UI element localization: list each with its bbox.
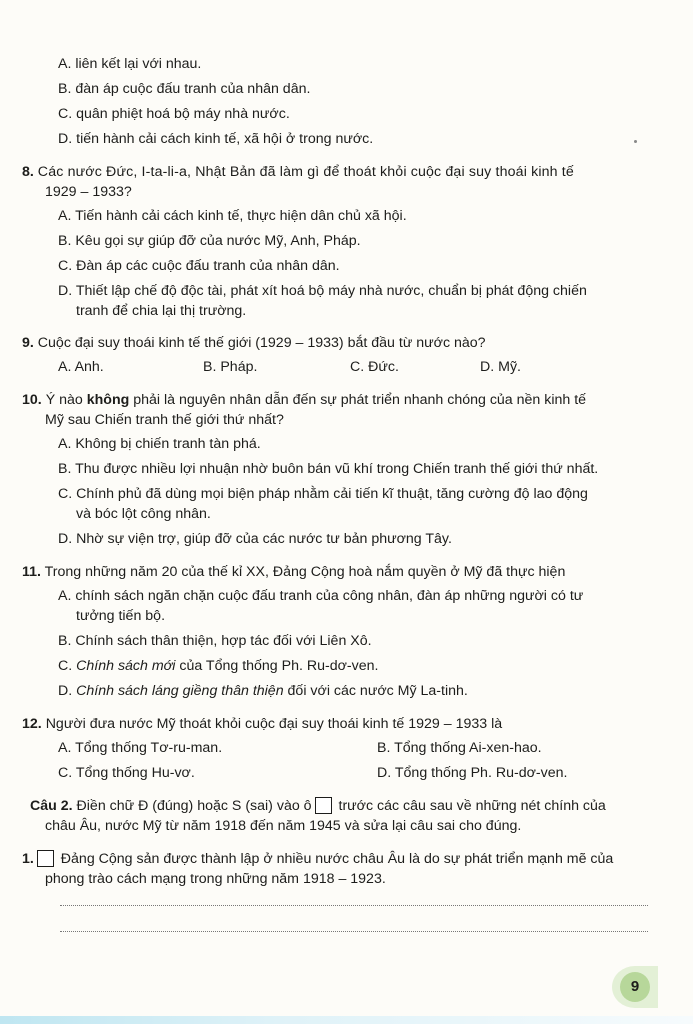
q7-option-c: C. quân phiệt hoá bộ máy nhà nước. bbox=[58, 106, 290, 122]
q9-option-c: C. Đức. bbox=[350, 359, 399, 375]
q12-text: Người đưa nước Mỹ thoát khỏi cuộc đại suy thoái kinh tế 1929 – 1933 là bbox=[45, 716, 503, 732]
q11-option-c-italic: Chính sách mới bbox=[76, 658, 176, 674]
q11-number: 11. bbox=[22, 564, 41, 580]
q10-text-post: phải là nguyên nhân dẫn đến sự phát triển nhanh chóng của nền kinh tế bbox=[133, 392, 587, 408]
q9-text: Cuộc đại suy thoái kinh tế thế giới (1929 – 1933) bắt đầu từ nước nào? bbox=[37, 335, 486, 351]
q9-option-d: D. Mỹ. bbox=[480, 359, 521, 375]
q11-option-c-rest: của Tổng thống Ph. Ru-dơ-ven. bbox=[179, 658, 379, 674]
item1-answer-box[interactable] bbox=[37, 850, 54, 867]
q12-option-b: B. Tổng thống Ai-xen-hao. bbox=[377, 740, 542, 756]
q10-number: 10. bbox=[22, 392, 42, 408]
q8-text-line1: Các nước Đức, I-ta-li-a, Nhật Bản đã làm gì để thoát khỏi cuộc đại suy thoái kinh tế bbox=[37, 164, 574, 180]
cau2-text-line2: châu Âu, nước Mỹ từ năm 1918 đến năm 1945 và sửa lại câu sai cho đúng. bbox=[45, 818, 522, 834]
q8-option-d-cont: tranh để chia lại thị trường. bbox=[76, 303, 247, 319]
q10-option-a: A. Không bị chiến tranh tàn phá. bbox=[58, 436, 261, 452]
q8-question bbox=[22, 163, 574, 181]
answer-line-1[interactable] bbox=[60, 905, 648, 906]
q8-option-c: C. Đàn áp các cuộc đấu tranh của nhân dân. bbox=[58, 258, 340, 274]
q11-text: Trong những năm 20 của thế kỉ XX, Đảng Cộng hoà nắm quyền ở Mỹ đã thực hiện bbox=[44, 564, 566, 580]
q11-option-a: A. chính sách ngăn chặn cuộc đấu tranh của công nhân, đàn áp những người có tư bbox=[58, 588, 584, 604]
q10-option-b: B. Thu được nhiều lợi nhuận nhờ buôn bán vũ khí trong Chiến tranh thế giới thứ nhất. bbox=[58, 461, 599, 477]
q11-option-d-italic: Chính sách láng giềng thân thiện bbox=[76, 683, 284, 699]
q12-number: 12. bbox=[22, 716, 42, 732]
item1-number: 1. bbox=[22, 851, 34, 867]
q11-option-d bbox=[58, 682, 468, 700]
answer-box-example bbox=[315, 797, 332, 814]
q9-question bbox=[22, 334, 486, 352]
q9-option-a: A. Anh. bbox=[58, 359, 104, 375]
q9-option-b: B. Pháp. bbox=[203, 359, 258, 375]
q9-number: 9. bbox=[22, 335, 34, 351]
q10-option-c: C. Chính phủ đã dùng mọi biện pháp nhằm cải tiến kĩ thuật, tăng cường độ lao động bbox=[58, 486, 588, 502]
q11-question bbox=[22, 563, 565, 581]
q7-option-a: A. liên kết lại với nhau. bbox=[58, 56, 202, 72]
q11-option-c bbox=[58, 657, 378, 675]
q7-option-b: B. đàn áp cuộc đấu tranh của nhân dân. bbox=[58, 81, 311, 97]
q8-number: 8. bbox=[22, 164, 34, 180]
q7-option-d: D. tiến hành cải cách kinh tế, xã hội ở trong nước. bbox=[58, 131, 374, 147]
page-number: 9 bbox=[620, 972, 650, 1002]
q10-question bbox=[22, 391, 586, 409]
q11-option-d-rest: đối với các nước Mỹ La-tinh. bbox=[287, 683, 468, 699]
q10-text-bold: không bbox=[86, 392, 130, 408]
item1-text-line2: phong trào cách mạng trong những năm 1918 – 1923. bbox=[45, 871, 386, 887]
q10-option-d: D. Nhờ sự viện trợ, giúp đỡ của các nước tư bản phương Tây. bbox=[58, 531, 452, 547]
bottom-decor-bar bbox=[0, 1016, 693, 1024]
cau2-instruction bbox=[30, 797, 606, 815]
item1-text-line1: Đảng Cộng sản được thành lập ở nhiều nước châu Âu là do sự phát triển mạnh mẽ của bbox=[60, 851, 614, 867]
q8-option-b: B. Kêu gọi sự giúp đỡ của nước Mỹ, Anh, Pháp. bbox=[58, 233, 361, 249]
q11-option-d-letter: D. bbox=[58, 683, 73, 699]
q11-option-a-cont: tưởng tiến bộ. bbox=[76, 608, 166, 624]
page-speck bbox=[634, 140, 637, 143]
cau2-label: Câu 2. bbox=[30, 798, 73, 814]
q10-text-pre: Ý nào bbox=[45, 392, 83, 408]
q12-option-a: A. Tổng thống Tơ-ru-man. bbox=[58, 740, 223, 756]
q8-option-a: A. Tiến hành cải cách kinh tế, thực hiện dân chủ xã hội. bbox=[58, 208, 407, 224]
q12-option-c: C. Tổng thống Hu-vơ. bbox=[58, 765, 195, 781]
q8-option-d: D. Thiết lập chế độ độc tài, phát xít hoá bộ máy nhà nước, chuẩn bị phát động chiến bbox=[58, 283, 587, 299]
cau2-text-post: trước các câu sau về những nét chính của bbox=[338, 798, 606, 814]
cau2-text-pre: Điền chữ Đ (đúng) hoặc S (sai) vào ô bbox=[76, 798, 312, 814]
q12-question bbox=[22, 715, 502, 733]
item1-statement bbox=[22, 850, 613, 868]
q11-option-c-letter: C. bbox=[58, 658, 73, 674]
q11-option-b: B. Chính sách thân thiện, hợp tác đối với Liên Xô. bbox=[58, 633, 372, 649]
q10-text-line2: Mỹ sau Chiến tranh thế giới thứ nhất? bbox=[45, 412, 284, 428]
answer-line-2[interactable] bbox=[60, 931, 648, 932]
q12-option-d: D. Tổng thống Ph. Ru-dơ-ven. bbox=[377, 765, 568, 781]
q8-text-line2: 1929 – 1933? bbox=[45, 184, 132, 200]
q10-option-c-cont: và bóc lột công nhân. bbox=[76, 506, 211, 522]
